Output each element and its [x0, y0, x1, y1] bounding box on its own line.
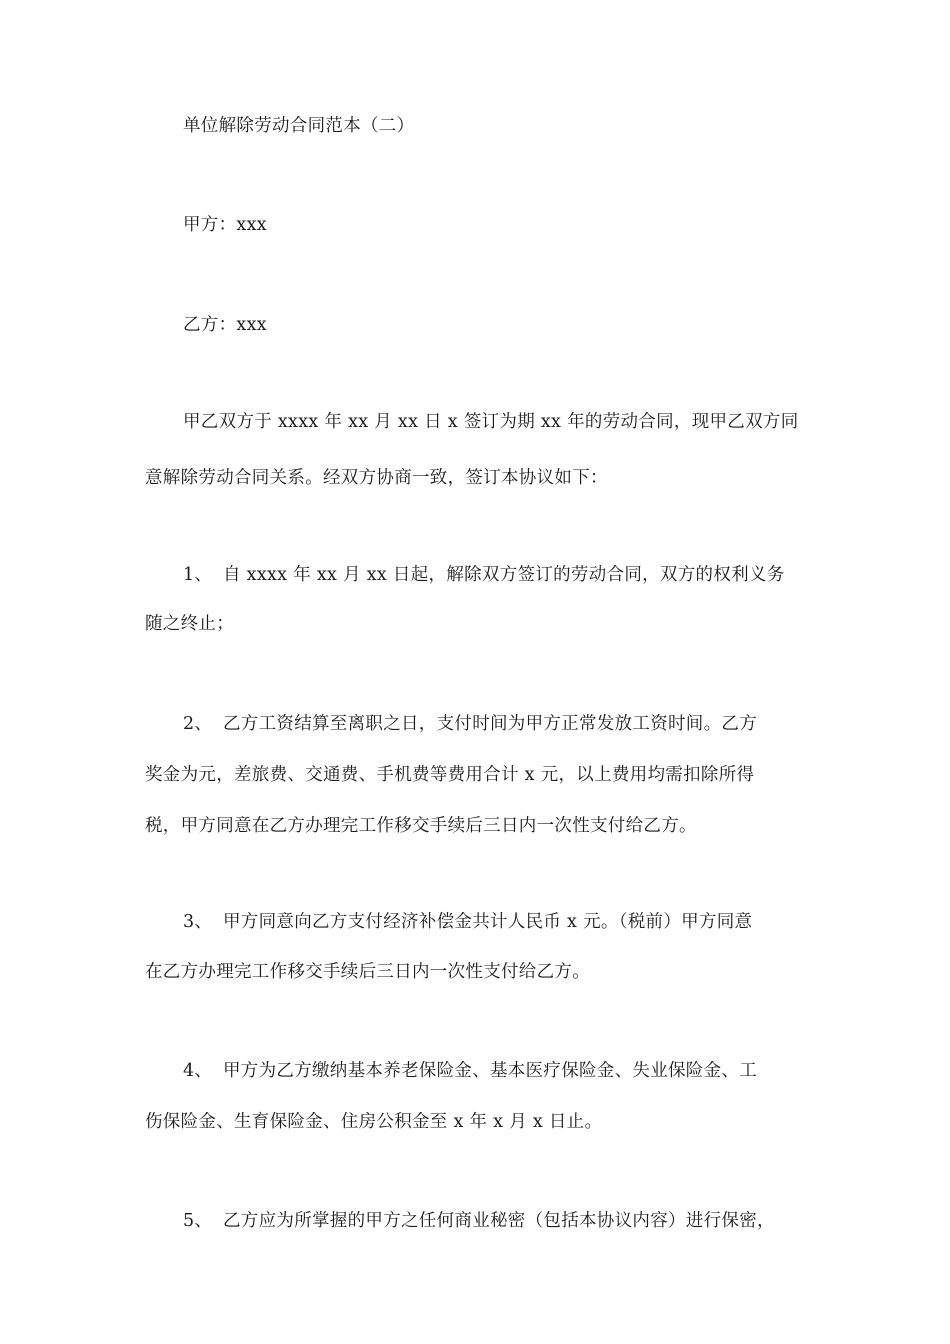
- clause-1-line-2: 随之终止；: [145, 614, 234, 634]
- clause-2-line-2: 奖金为元，差旅费、交通费、手机费等费用合计 x 元，以上费用均需扣除所得: [145, 765, 755, 785]
- clause-5-line-1: [183, 1209, 883, 1233]
- clause-5-text: 乙方应为所掌握的甲方之任何商业秘密（包括本协议内容）进行保密，: [223, 1211, 775, 1231]
- clause-3-number: 3、: [183, 912, 213, 932]
- clause-2-text: 乙方工资结算至离职之日，支付时间为甲方正常发放工资时间。乙方: [223, 714, 757, 734]
- clause-1-number: 1、: [183, 565, 213, 585]
- clause-1-line-1: [183, 563, 883, 587]
- clause-3-text: 甲方同意向乙方支付经济补偿金共计人民币 x 元。（税前）甲方同意: [223, 912, 753, 932]
- intro-line-2: 意解除劳动合同关系。经双方协商一致，签订本协议如下：: [145, 468, 608, 488]
- clause-3-line-2: 在乙方办理完工作移交手续后三日内一次性支付给乙方。: [145, 962, 590, 982]
- intro-line-1: 甲乙双方于 xxxx 年 xx 月 xx 日 x 签订为期 xx 年的劳动合同，现甲乙双方同: [183, 412, 799, 432]
- clause-2-line-3: 税，甲方同意在乙方办理完工作移交手续后三日内一次性支付给乙方。: [145, 816, 697, 836]
- clause-3-line-1: [183, 910, 883, 934]
- clause-2-line-1: [183, 712, 883, 736]
- party-b: 乙方：xxx: [183, 315, 267, 335]
- clause-5-number: 5、: [183, 1211, 213, 1231]
- clause-4-line-1: [183, 1059, 883, 1083]
- clause-1-text: 自 xxxx 年 xx 月 xx 日起，解除双方签订的劳动合同，双方的权利义务: [223, 565, 785, 585]
- clause-4-text: 甲方为乙方缴纳基本养老保险金、基本医疗保险金、失业保险金、工: [223, 1061, 757, 1081]
- clause-4-line-2: 伤保险金、生育保险金、住房公积金至 x 年 x 月 x 日止。: [145, 1112, 603, 1132]
- clause-4-number: 4、: [183, 1061, 213, 1081]
- party-a: 甲方：xxx: [183, 215, 267, 235]
- document-title: 单位解除劳动合同范本（二）: [183, 116, 415, 136]
- clause-2-number: 2、: [183, 714, 213, 734]
